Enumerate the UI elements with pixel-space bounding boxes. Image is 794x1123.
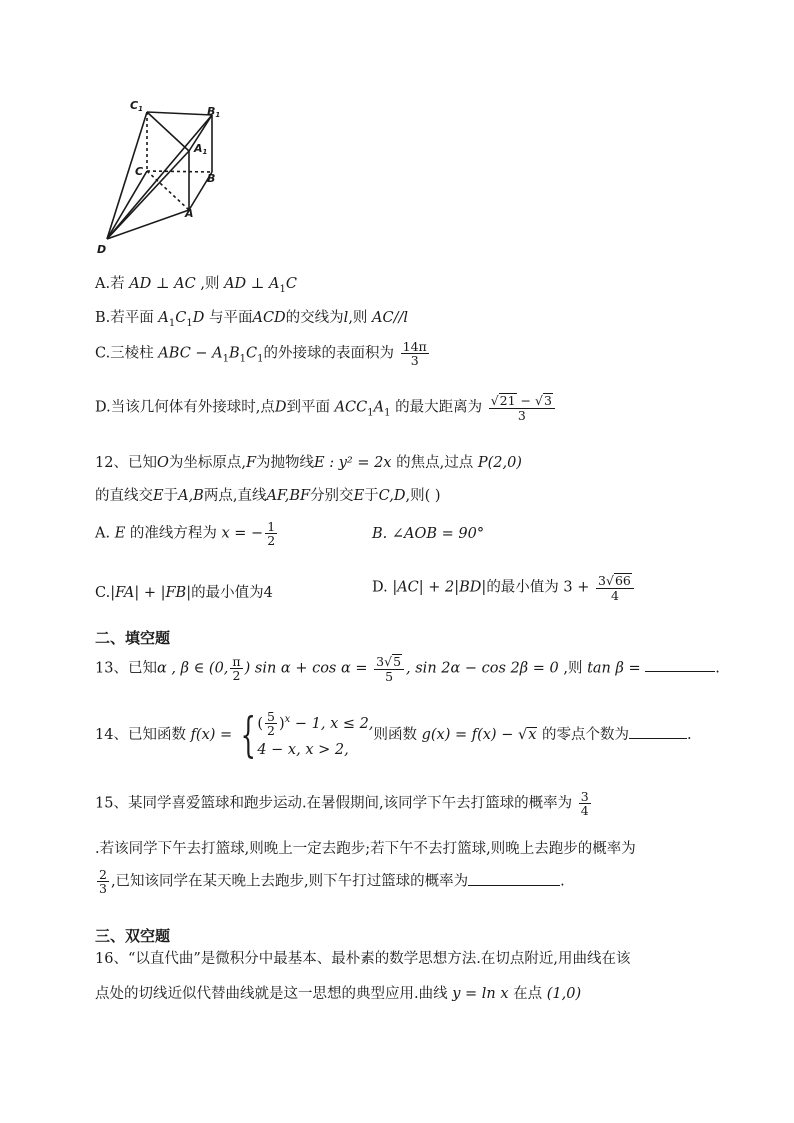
q12-stem-line1: 12、已知O为坐标原点,F为抛物线E : y² = 2x 的焦点,过点 P(2,0) [95, 455, 522, 471]
label-c1: C1 [130, 99, 143, 113]
piecewise-cases: ( $\frac{5}{2}$ )$^x$ − 1, x ≤ 2, 4 − x, x > 2, [257, 709, 374, 759]
prism-figure [95, 95, 235, 255]
piecewise-brace: { [240, 707, 256, 764]
q12-option-c: C.|FA| + |FB|的最小值为4 [95, 585, 273, 601]
q16-line2: 点处的切线近似代替曲线就是这一思想的典型应用.曲线 y = ln x 在点 (1,0) [95, 986, 582, 1002]
fraction-3-4: $\frac{3}{4}$ [580, 789, 589, 819]
label-a: A [185, 207, 194, 220]
fraction-one-half: $\frac{1}{2}$ [267, 519, 276, 549]
label-a1: A1 [194, 142, 208, 156]
q14: 14、已知函数 f(x) = { ( $\frac{5}{2}$ )$^x$ − 1, x ≤ 2, 4 − x, x > 2, 则函数 g(x) = f(x) − √x 的零点个数为 . [95, 707, 692, 764]
edge-c1-b1 [147, 112, 212, 115]
q11-option-d: D.当该几何体有外接球时,点D到平面 $ACC_1A_1$ 的最大距离为 $\frac{√21 - √3}{3}$ [95, 393, 557, 422]
q15-answer-blank[interactable] [468, 871, 560, 886]
q13: 13、已知α , β ∈ (0, $\frac{\pi}{2}$ ) sin α + cos α = $\frac{3√5}{5}$ , sin 2α − cos 2β = 0 ,则 tan β = . [95, 653, 720, 684]
q16-line1: 16、“以直代曲”是微积分中最基本、最朴素的数学思想方法.在切点附近,用曲线在该 [95, 951, 631, 967]
q11-option-a: A.若 AD ⊥ AC ,则 AD ⊥ $A_1C$ [95, 276, 297, 295]
q12-option-d: D. |AC| + 2|BD|的最小值为 3 + $\frac{3√66}{4}$ [372, 573, 636, 602]
edge-d-a1 [107, 151, 189, 239]
edge-c-b [147, 171, 212, 172]
q12-option-a: A. E 的准线方程为 x = − $\frac{1}{2}$ [95, 519, 276, 549]
fraction-pi-over-2: $\frac{\pi}{2}$ [232, 653, 241, 683]
q15-line1: 15、某同学喜爱篮球和跑步运动.在暑假期间,该同学下午去打篮球的概率为 $\frac{3}{4}$ [95, 789, 589, 819]
label-c: C [135, 165, 144, 178]
section-title-fill-in: 二、填空题 [95, 629, 171, 647]
label-d: D [97, 243, 107, 255]
q14-answer-blank[interactable] [629, 724, 687, 739]
fraction-3sqrt66-4: $\frac{3√66}{4}$ [596, 573, 634, 602]
q15-line2: .若该同学下午去打篮球,则晚上一定去跑步;若下午不去打篮球,则晚上去跑步的概率为 [95, 841, 636, 857]
q13-answer-blank[interactable] [645, 657, 715, 672]
fraction-max-distance: $\frac{√21 - √3}{3}$ [489, 393, 555, 422]
fraction-2-3: $\frac{2}{3}$ [99, 867, 107, 897]
q12-option-b: B. ∠AOB = 90° [372, 526, 485, 542]
label-b: B [207, 172, 216, 185]
edge-c-a [147, 171, 189, 210]
fraction-3sqrt5-5: $\frac{3√5}{5}$ [374, 654, 404, 683]
q15-line3: $\frac{2}{3}$ ,已知该同学在某天晚上去跑步,则下午打过篮球的概率为 . [99, 867, 565, 897]
label-b1: B1 [207, 105, 221, 119]
section-title-double-blank: 三、双空题 [95, 927, 171, 945]
q12-stem-line2: 的直线交E于A,B两点,直线AF,BF分别交E于C,D,则( ) [95, 488, 441, 504]
q11-option-c: C.三棱柱 ABC − $A_1B_1C_1$的外接球的表面积为 $\frac{14\pi}{3}$ [95, 339, 427, 369]
fraction-14pi-3: $\frac{14\pi}{3}$ [402, 339, 427, 369]
edge-c1-a1 [147, 112, 189, 151]
edge-d-c [107, 171, 147, 239]
q11-option-b: B.若平面 $A_1C_1D$ 与平面ACD的交线为l,则 AC//l [95, 310, 409, 329]
